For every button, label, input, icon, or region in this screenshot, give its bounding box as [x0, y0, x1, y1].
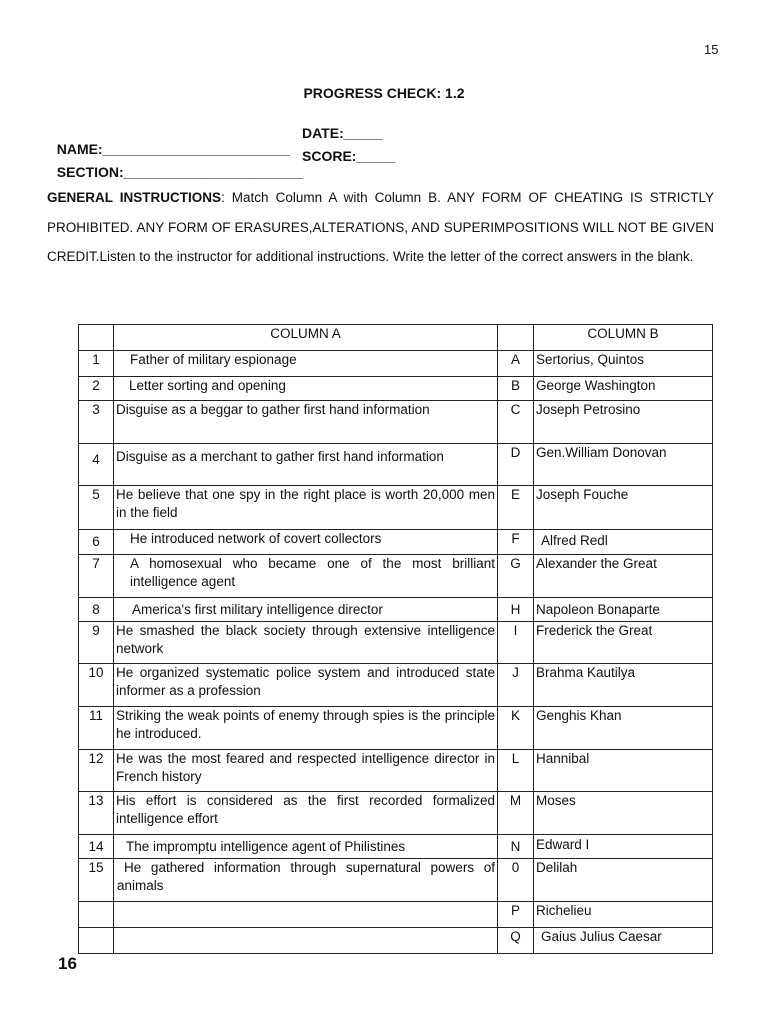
item-number: 11: [79, 707, 114, 750]
page-number-top: 15: [704, 42, 719, 57]
column-b-item: Richelieu: [534, 902, 713, 928]
column-b-item: Delilah: [534, 859, 713, 902]
column-a-header: COLUMN A: [114, 325, 498, 351]
header-num-cell: [79, 325, 114, 351]
column-a-item: He was the most feared and respected intelligence director in French history: [114, 750, 498, 792]
column-b-item: Alfred Redl: [534, 530, 713, 555]
date-field: DATE:_____: [302, 125, 383, 141]
table-row: [79, 622, 713, 664]
choice-letter: J: [498, 664, 534, 707]
table-row: [79, 555, 713, 598]
table-row: [79, 444, 713, 486]
choice-letter: P: [498, 902, 534, 928]
item-number: 4: [79, 444, 114, 486]
table-row: [79, 598, 713, 622]
column-a-item: Father of military espionage: [114, 351, 498, 377]
item-number: [79, 902, 114, 928]
table-row: [79, 928, 713, 954]
item-number: 6: [79, 530, 114, 555]
column-a-item: He introduced network of covert collectors: [114, 530, 498, 555]
column-b-item: Frederick the Great: [534, 622, 713, 664]
choice-letter: Q: [498, 928, 534, 954]
item-number: 14: [79, 835, 114, 859]
column-a-item: He organized systematic police system and introduced state informer as a profession: [114, 664, 498, 707]
choice-letter: C: [498, 401, 534, 444]
column-b-item: Moses: [534, 792, 713, 835]
section-field: SECTION:_______________________: [56, 164, 303, 180]
item-number: 13: [79, 792, 114, 835]
choice-letter: M: [498, 792, 534, 835]
column-a-item: Striking the weak points of enemy through spies is the principle he introduced.: [114, 707, 498, 750]
matching-table: [78, 324, 713, 954]
score-field: SCORE:_____: [302, 148, 396, 164]
column-b-item: Genghis Khan: [534, 707, 713, 750]
table-row: [79, 835, 713, 859]
column-b-item: Hannibal: [534, 750, 713, 792]
column-a-item: He gathered information through supernatural powers of animals: [114, 859, 498, 902]
table-row: [79, 401, 713, 444]
choice-letter: K: [498, 707, 534, 750]
item-number: 7: [79, 555, 114, 598]
item-number: [79, 928, 114, 954]
table-header-row: [79, 325, 713, 351]
choice-letter: A: [498, 351, 534, 377]
page-title: PROGRESS CHECK: 1.2: [303, 85, 465, 101]
choice-letter: B: [498, 377, 534, 401]
column-a-item: Disguise as a beggar to gather first hand information: [114, 401, 498, 444]
item-number: 15: [79, 859, 114, 902]
item-number: 10: [79, 664, 114, 707]
table-row: [79, 377, 713, 401]
column-b-item: George Washington: [534, 377, 713, 401]
header-letter-cell: [498, 325, 534, 351]
item-number: 1: [79, 351, 114, 377]
column-b-item: Joseph Fouche: [534, 486, 713, 530]
column-a-item: A homosexual who became one of the most brilliant intelligence agent: [114, 555, 498, 598]
choice-letter: 0: [498, 859, 534, 902]
item-number: 12: [79, 750, 114, 792]
item-number: 2: [79, 377, 114, 401]
table-row: [79, 750, 713, 792]
choice-letter: I: [498, 622, 534, 664]
column-b-item: Brahma Kautilya: [534, 664, 713, 707]
item-number: 8: [79, 598, 114, 622]
choice-letter: E: [498, 486, 534, 530]
column-a-item: His effort is considered as the first recorded formalized intelligence effort: [114, 792, 498, 835]
column-a-item: [114, 928, 498, 954]
column-b-item: Edward I: [534, 835, 713, 859]
column-b-item: Napoleon Bonaparte: [534, 598, 713, 622]
column-a-item: He smashed the black society through extensive intelligence network: [114, 622, 498, 664]
column-a-item: He believe that one spy in the right place is worth 20,000 men in the field: [114, 486, 498, 530]
table-row: [79, 902, 713, 928]
item-number: 9: [79, 622, 114, 664]
choice-letter: N: [498, 835, 534, 859]
choice-letter: D: [498, 444, 534, 486]
column-a-item: Letter sorting and opening: [114, 377, 498, 401]
table-row: [79, 486, 713, 530]
choice-letter: H: [498, 598, 534, 622]
name-field: NAME:________________________: [56, 141, 290, 157]
column-b-header: COLUMN B: [534, 325, 713, 351]
choice-letter: F: [498, 530, 534, 555]
column-b-item: Sertorius, Quintos: [534, 351, 713, 377]
item-number: 3: [79, 401, 114, 444]
item-number: 5: [79, 486, 114, 530]
instructions-label: GENERAL INSTRUCTIONS: [47, 190, 222, 205]
general-instructions: [47, 183, 714, 272]
column-b-item: Joseph Petrosino: [534, 401, 713, 444]
choice-letter: L: [498, 750, 534, 792]
column-b-item: Alexander the Great: [534, 555, 713, 598]
choice-letter: G: [498, 555, 534, 598]
column-a-item: The impromptu intelligence agent of Philistines: [114, 835, 498, 859]
column-b-item: Gaius Julius Caesar: [534, 928, 713, 954]
column-a-item: America's first military intelligence director: [114, 598, 498, 622]
table-row: [79, 664, 713, 707]
page-number-bottom: 16: [58, 954, 77, 973]
column-b-item: Gen.William Donovan: [534, 444, 713, 486]
table-row: [79, 530, 713, 555]
instructions-text: : Match Column A with Column B. ANY FORM OF CHEATING IS STRICTLY PROHIBITED. ANY FORM OF ERASURES,ALTERATIONS, AND SUPERIMPOSITIONS WILL NOT BE GIVEN CREDIT.Listen to the instructor for additional instructions. Write the letter of the correct answers in the blank.: [47, 190, 715, 264]
table-row: [79, 351, 713, 377]
column-a-item: Disguise as a merchant to gather first hand information: [114, 444, 498, 486]
column-a-item: [114, 902, 498, 928]
table-row: [79, 707, 713, 750]
table-row: [79, 792, 713, 835]
table-row: [79, 859, 713, 902]
